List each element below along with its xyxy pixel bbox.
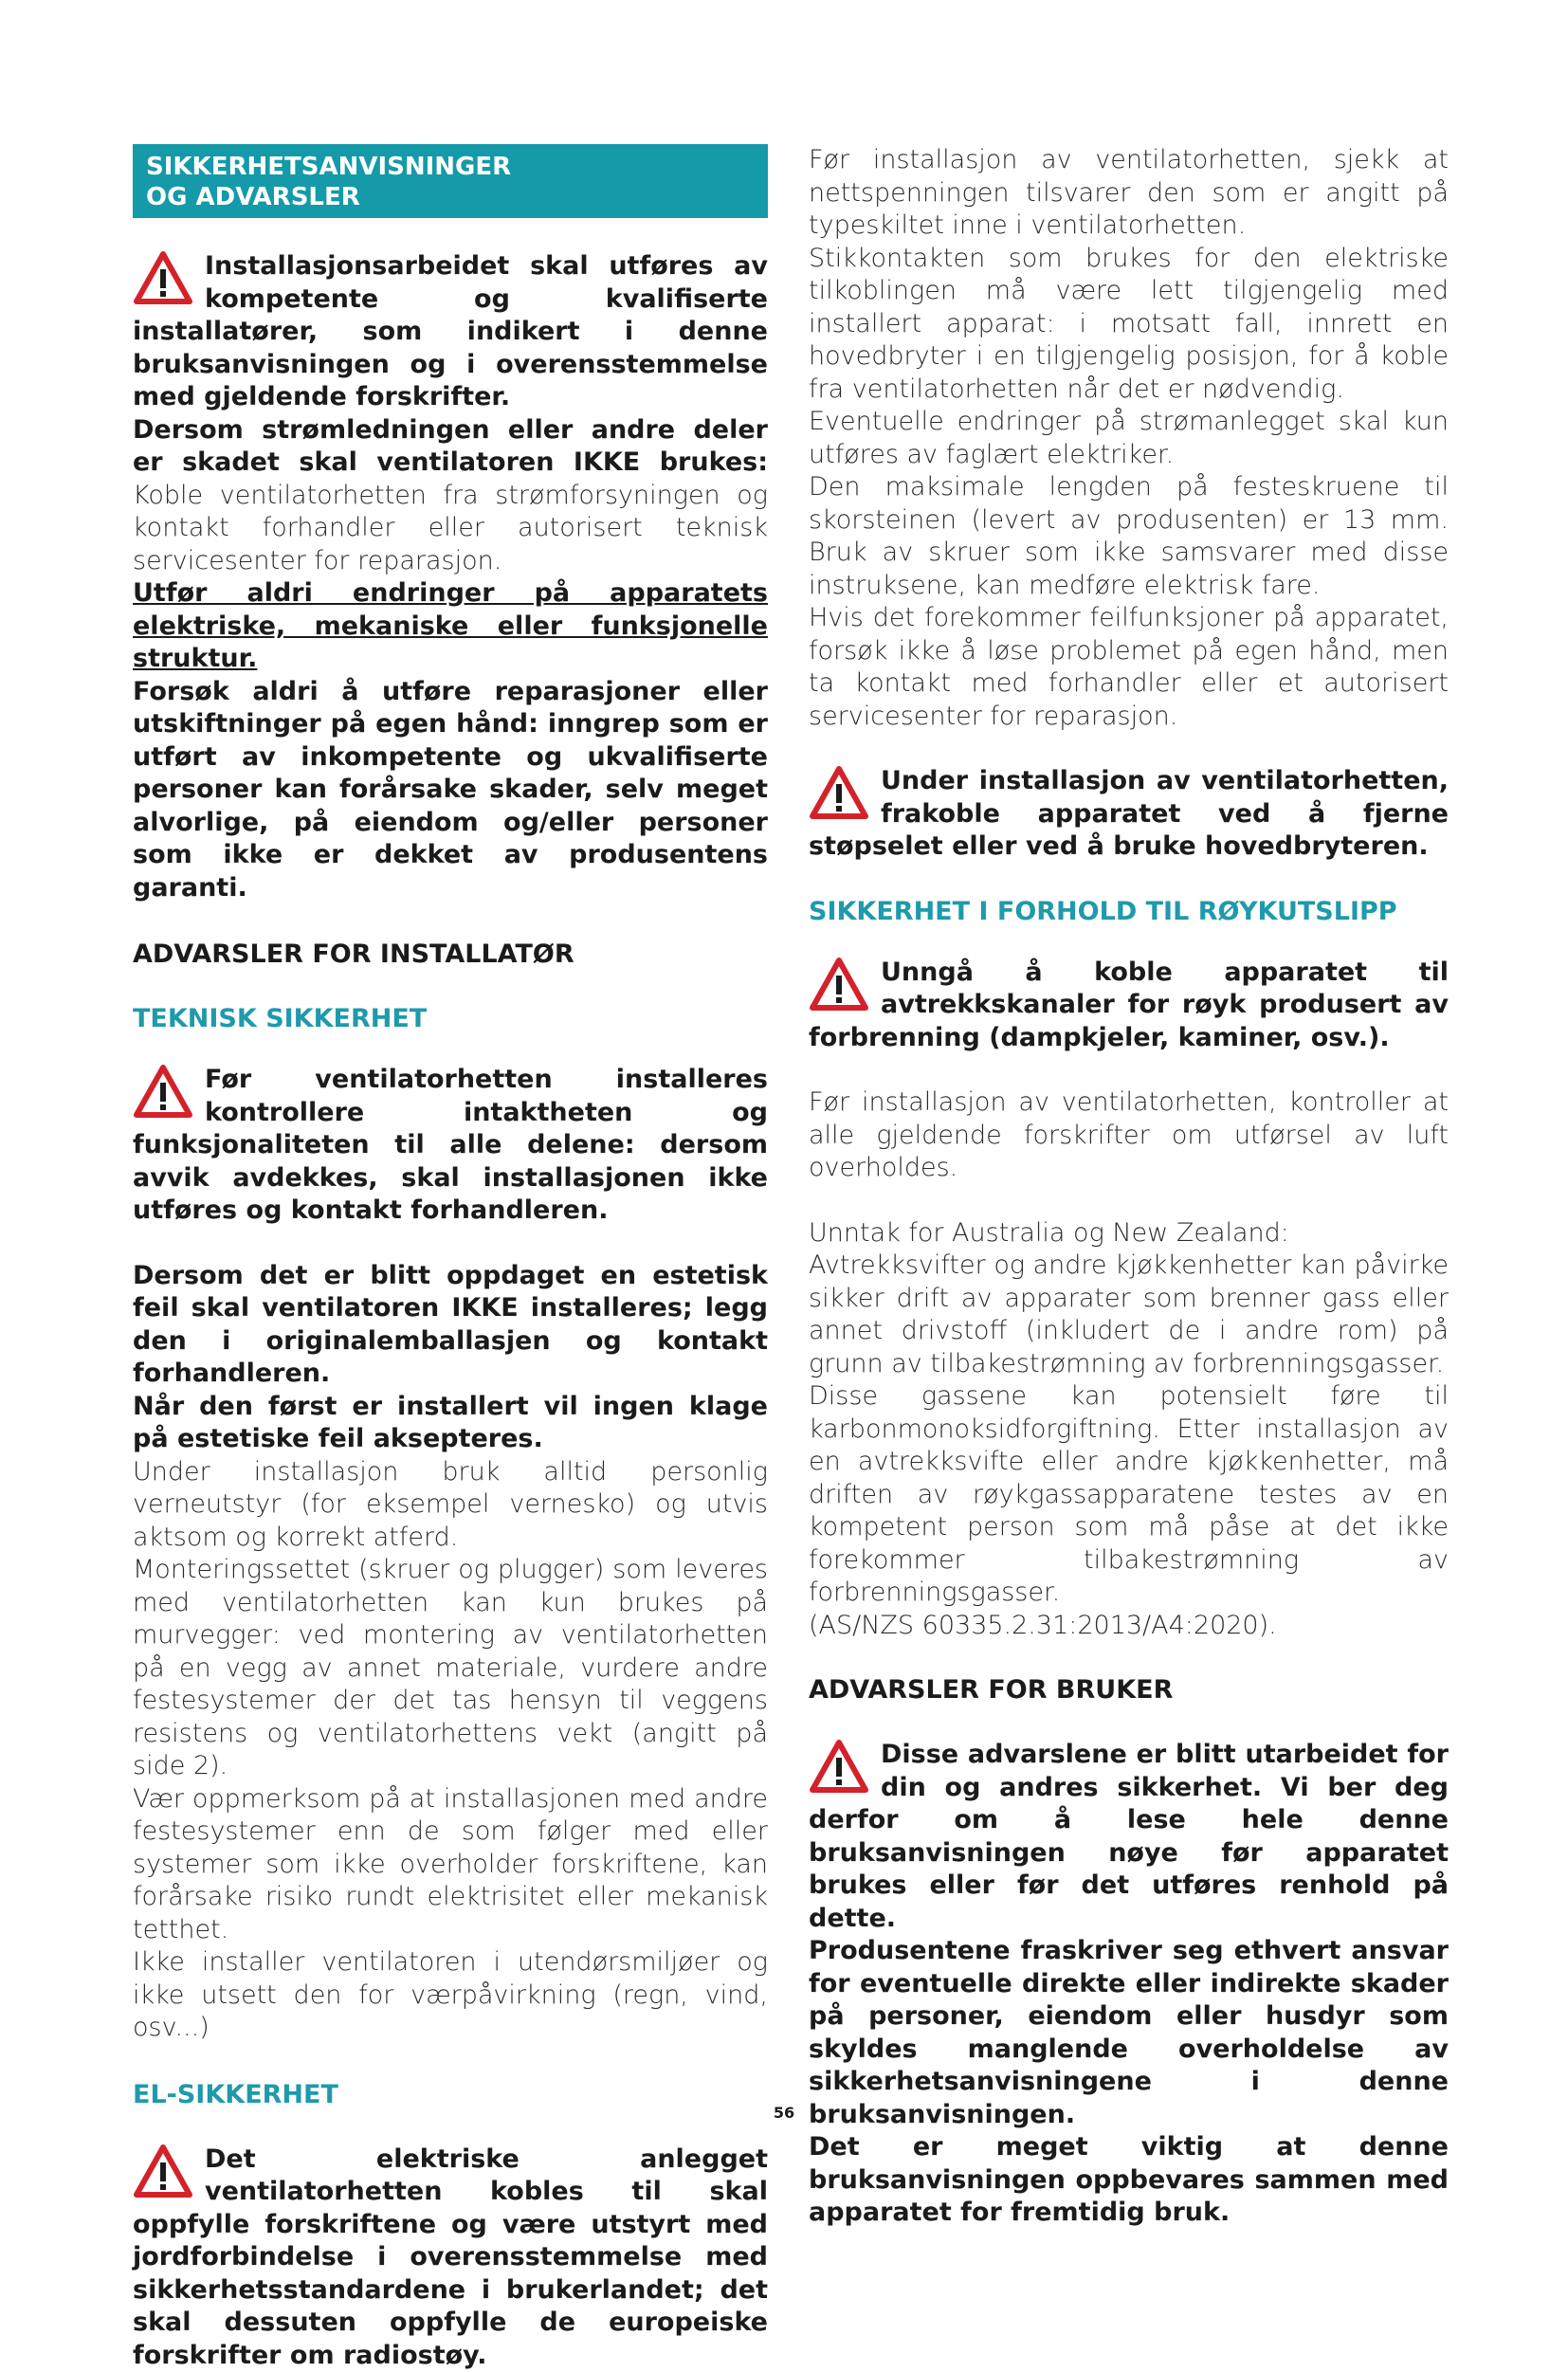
warning-block-inspection xyxy=(133,1064,768,1228)
left-column xyxy=(133,144,768,2372)
backflow-paragraph: Avtrekksvifter og andre kjøkkenhetter kan påvirke sikker drift av apparater som brenner gass eller annet drivstoff (inkludert de i andre rom) på grunn av tilbakestrømning av forbrenningsgasser. xyxy=(809,1250,1449,1380)
mounting-kit-paragraph: Monteringssettet (skruer og plugger) som leveres med ventilatorhetten kan kun brukes på murvegger: ved montering av ventilatorhetten på en vegg av annet materiale, vurdere andre festesystemer der det tas hensyn til veggens resistens og ventilatorhettens vekt (angitt på side 2). xyxy=(133,1554,768,1783)
section-title-band xyxy=(133,144,768,218)
damaged-cable-paragraph xyxy=(133,414,768,578)
electrician-paragraph: Eventuelle endringer på strømanlegget skal kun utføres av faglært elektriker. xyxy=(809,406,1449,471)
damaged-cable-light: Koble ventilatorhetten fra strømforsyningen og kontakt forhandler eller autorisert teknisk servicesenter for reparasjon. xyxy=(133,481,768,575)
no-modifications-text: Utfør aldri endringer på apparatets elektriske, mekaniske eller funksjonelle struktur. xyxy=(133,578,768,673)
warning-block-user xyxy=(809,1739,1449,1935)
warning-triangle-icon xyxy=(809,765,875,826)
screw-length-paragraph: Den maksimale lengden på festeskruene til skorsteinen (levert av produsenten) er 13 mm. Bruk av skruer som ikke samsvarer med disse instruksene, kan medføre elektrisk fare. xyxy=(809,471,1449,602)
warning-triangle-icon xyxy=(133,1064,199,1124)
outdoor-paragraph: Ikke installer ventilatoren i utendørsmiljøer og ikke utsett den for værpåvirkning (regn, vind, osv...) xyxy=(133,1946,768,2045)
warning-block-installation xyxy=(133,250,768,414)
protective-equipment-paragraph: Under installasjon bruk alltid personlig verneutstyr (for eksempel vernesko) og utvis aktsom og korrekt atferd. xyxy=(133,1456,768,1555)
warning-text: Disse advarslene er blitt utarbeidet for din og andres sikkerhet. Vi ber deg derfor om å lese hele denne bruksanvisningen nøye før apparatet brukes eller før det utføres renhold på dette. xyxy=(809,1739,1449,1935)
warning-triangle-icon xyxy=(133,2144,199,2204)
no-complaints-paragraph: Når den først er installert vil ingen klage på estetiske feil aksepteres. xyxy=(133,1391,768,1456)
liability-paragraph: Produsentene fraskriver seg ethvert ansvar for eventuelle direkte eller indirekte skader på personer, eiendom eller husdyr som skyldes manglende overholdelse av sikkerhetsanvisningene i denne bruksanvisningen. xyxy=(809,1935,1449,2131)
aesthetic-defect-paragraph: Dersom det er blitt oppdaget en estetisk feil skal ventilatoren IKKE installeres; legg den i originalemballasjen og kontakt forhandleren. xyxy=(133,1260,768,1391)
warning-triangle-icon xyxy=(809,957,875,1017)
page-number: 56 xyxy=(0,2104,1568,2122)
heading-installer-warnings: ADVARSLER FOR INSTALLATØR xyxy=(133,939,768,971)
no-repairs-paragraph: Forsøk aldri å utføre reparasjoner eller utskiftninger på egen hånd: inngrep som er utført av inkompetente og ukvalifiserte personer kan forårsake skader, selv meget alvorlige, på eiendom og/eller personer som ikke er dekket av produsentens garanti. xyxy=(133,676,768,905)
air-discharge-paragraph: Før installasjon av ventilatorhetten, kontroller at alle gjeldende forskrifter om utførsel av luft overholdes. xyxy=(809,1086,1449,1185)
warning-block-flue xyxy=(809,957,1449,1055)
malfunction-paragraph: Hvis det forekommer feilfunksjoner på apparatet, forsøk ikke å løse problemet på egen hånd, men ta kontakt med forhandler eller et autorisert servicesenter for reparasjon. xyxy=(809,602,1449,733)
warning-text: Før ventilatorhetten installeres kontrollere intaktheten og funksjonaliteten til alle delene: dersom avvik avdekkes, skal installasjonen ikke utføres og kontakt forhandleren. xyxy=(133,1064,768,1228)
standard-reference: (AS/NZS 60335.2.31:2013/A4:2020). xyxy=(809,1610,1449,1643)
warning-text: Installasjonsarbeidet skal utføres av kompetente og kvalifiserte installatører, som indikert i denne bruksanvisningen og i overensstemmelse med gjeldende forskrifter. xyxy=(133,250,768,414)
other-fixings-paragraph: Vær oppmerksom på at installasjonen med andre festesystemer enn de som følger med eller systemer som ikke overholder forskriftene, kan forårsake risiko rundt elektrisitet eller mekanisk tetthet. xyxy=(133,1783,768,1947)
warning-block-electrical xyxy=(133,2144,768,2372)
right-column xyxy=(809,144,1449,2230)
damaged-cable-bold: Dersom strømledningen eller andre deler er skadet skal ventilatoren IKKE brukes: xyxy=(133,415,768,478)
warning-block-disconnect xyxy=(809,765,1449,864)
warning-triangle-icon xyxy=(809,1739,875,1799)
heading-electrical-safety: EL-SIKKERHET xyxy=(133,2079,768,2111)
heading-smoke-safety: SIKKERHET I FORHOLD TIL RØYKUTSLIPP xyxy=(809,896,1449,928)
heading-user-warnings: ADVARSLER FOR BRUKER xyxy=(809,1674,1449,1706)
socket-paragraph: Stikkontakten som brukes for den elektriske tilkoblingen må være lett tilgjengelig med installert apparat: i motsatt fall, innrett en hovedbryter i en tilgjengelig posisjon, for å koble fra ventilatorhetten når det er nødvendig. xyxy=(809,243,1449,407)
keep-manual-paragraph: Det er meget viktig at denne bruksanvisningen oppbevares sammen med apparatet for fremtidig bruk. xyxy=(809,2131,1449,2230)
title-line-1: SIKKERHETSANVISNINGER xyxy=(146,152,758,182)
warning-triangle-icon xyxy=(133,250,199,311)
heading-technical-safety: TEKNISK SIKKERHET xyxy=(133,1003,768,1035)
warning-text: Unngå å koble apparatet til avtrekkskanaler for røyk produsert av forbrenning (dampkjeler, kaminer, osv.). xyxy=(809,957,1449,1055)
no-modifications-paragraph xyxy=(133,577,768,676)
exception-au-nz: Unntak for Australia og New Zealand: xyxy=(809,1217,1449,1250)
title-line-2: OG ADVARSLER xyxy=(146,182,758,212)
carbon-monoxide-paragraph: Disse gassene kan potensielt føre til karbonmonoksidforgiftning. Etter installasjon av en avtrekksvifte eller andre kjøkkenhetter, må driften av røykgassapparatene testes av en kompetent person som må påse at det ikke forekommer tilbakestrømning av forbrenningsgasser. xyxy=(809,1380,1449,1610)
warning-text: Det elektriske anlegget ventilatorhetten kobles til skal oppfylle forskriftene og være utstyrt med jordforbindelse i overensstemmelse med sikkerhetsstandardene i brukerlandet; det skal dessuten oppfylle de europeiske forskrifter om radiostøy. xyxy=(133,2144,768,2372)
warning-text: Under installasjon av ventilatorhetten, frakoble apparatet ved å fjerne støpselet eller ved å bruke hovedbryteren. xyxy=(809,765,1449,864)
voltage-paragraph: Før installasjon av ventilatorhetten, sjekk at nettspenningen tilsvarer den som er angitt på typeskiltet inne i ventilatorhetten. xyxy=(809,144,1449,243)
